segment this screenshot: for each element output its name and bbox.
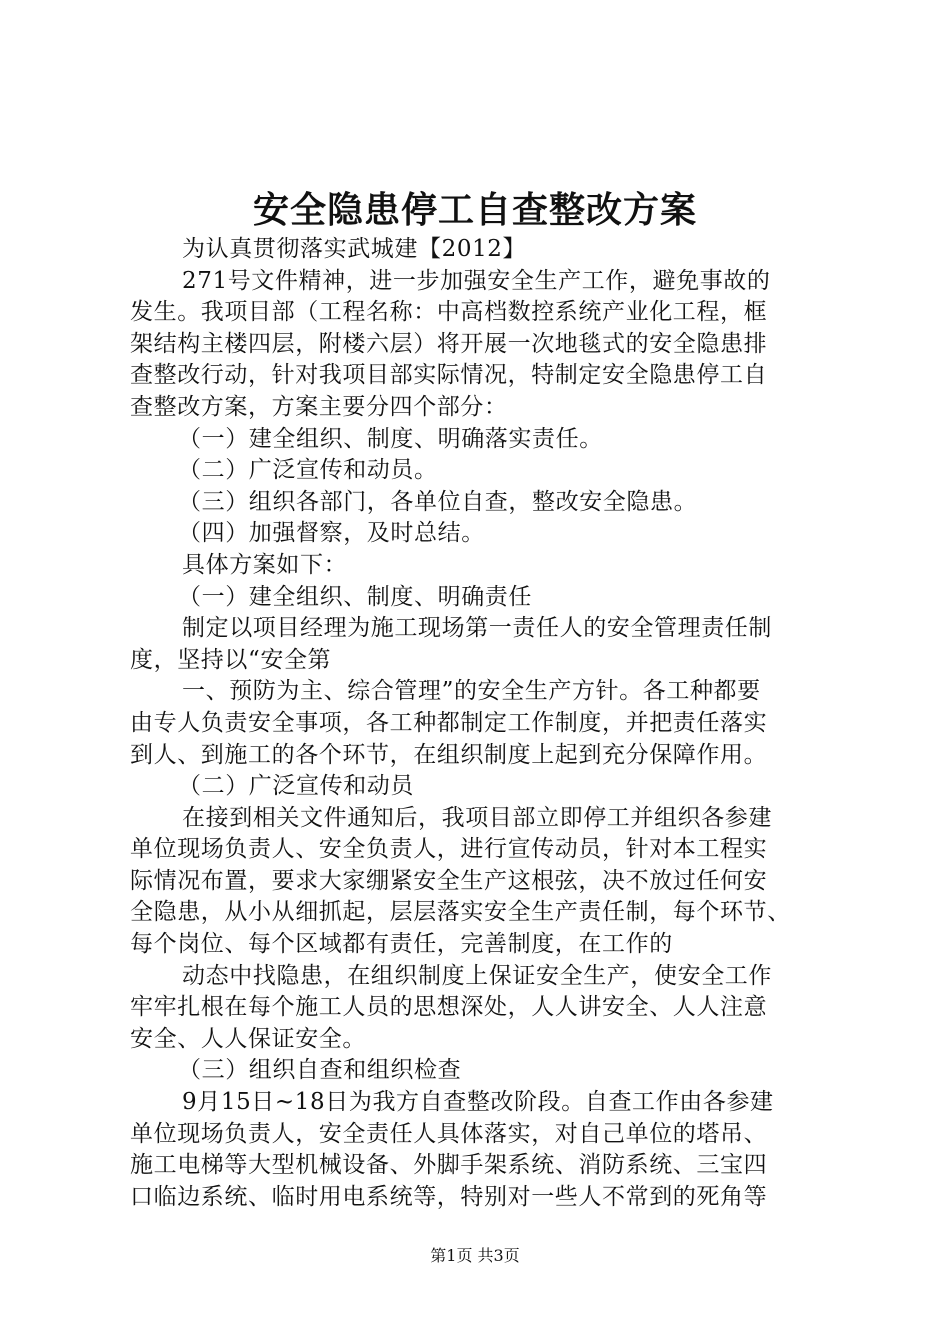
body-line: 度，坚持以“安全第 [130,646,332,673]
body-line: （三）组织各部门，各单位自查，整改安全隐患。 [178,488,698,515]
body-line: （二）广泛宣传和动员 [178,773,414,800]
body-line: 每个岗位、每个区域都有责任，完善制度，在工作的 [130,931,673,958]
body-line: 牢牢扎根在每个施工人员的思想深处，人人讲安全、人人注意 [130,994,768,1021]
body-line: 单位现场负责人、安全负责人，进行宣传动员，针对本工程实 [130,836,768,863]
body-line: （一）建全组织、制度、明确责任 [178,583,532,610]
body-line: 在接到相关文件通知后，我项目部立即停工并组织各参建 [182,804,772,831]
body-line: 施工电梯等大型机械设备、外脚手架系统、消防系统、三宝四 [130,1152,768,1179]
body-line: 安全、人人保证安全。 [130,1025,366,1052]
body-line: 具体方案如下： [182,551,348,578]
page-footer: 第1页 共3页 [430,1246,520,1265]
body-line: 架结构主楼四层，附楼六层）将开展一次地毯式的安全隐患排 [130,330,768,357]
body-line: 由专人负责安全事项，各工种都制定工作制度，并把责任落实 [130,709,768,736]
body-line: 制定以项目经理为施工现场第一责任人的安全管理责任制 [182,615,772,642]
body-line: 到人、到施工的各个环节，在组织制度上起到充分保障作用。 [130,741,768,768]
body-line: 单位现场负责人，安全责任人具体落实，对自己单位的塔吊、 [130,1120,768,1147]
body-line: 发生。我项目部（工程名称：中高档数控系统产业化工程，框 [130,299,768,326]
body-line: （三）组织自查和组织检查 [178,1057,462,1084]
document-body [130,234,830,1213]
document-title: 安全隐患停工自查整改方案 [252,189,697,231]
body-line: 动态中找隐患，在组织制度上保证安全生产，使安全工作 [182,962,772,989]
body-line: 查整改行动，针对我项目部实际情况，特制定安全隐患停工自 [130,362,768,389]
body-line: （四）加强督察，及时总结。 [178,520,485,547]
body-line: 9月15日~18日为我方自查整改阶段。自查工作由各参建 [182,1089,774,1116]
body-line: 查整改方案，方案主要分四个部分： [130,393,508,420]
body-line: 271号文件精神，进一步加强安全生产工作，避免事故的 [182,267,771,294]
body-line: （一）建全组织、制度、明确落实责任。 [178,425,603,452]
body-line: 为认真贯彻落实武城建【2012】 [182,236,527,262]
body-line: （二）广泛宣传和动员。 [178,457,438,484]
body-line: 一、预防为主、综合管理”的安全生产方针。各工种都要 [182,678,761,705]
body-line: 际情况布置，要求大家绷紧安全生产这根弦，决不放过任何安 [130,867,768,894]
body-line: 口临边系统、临时用电系统等，特别对一些人不常到的死角等 [130,1183,768,1210]
body-line: 全隐患，从小从细抓起，层层落实安全生产责任制，每个环节、 [130,899,791,926]
